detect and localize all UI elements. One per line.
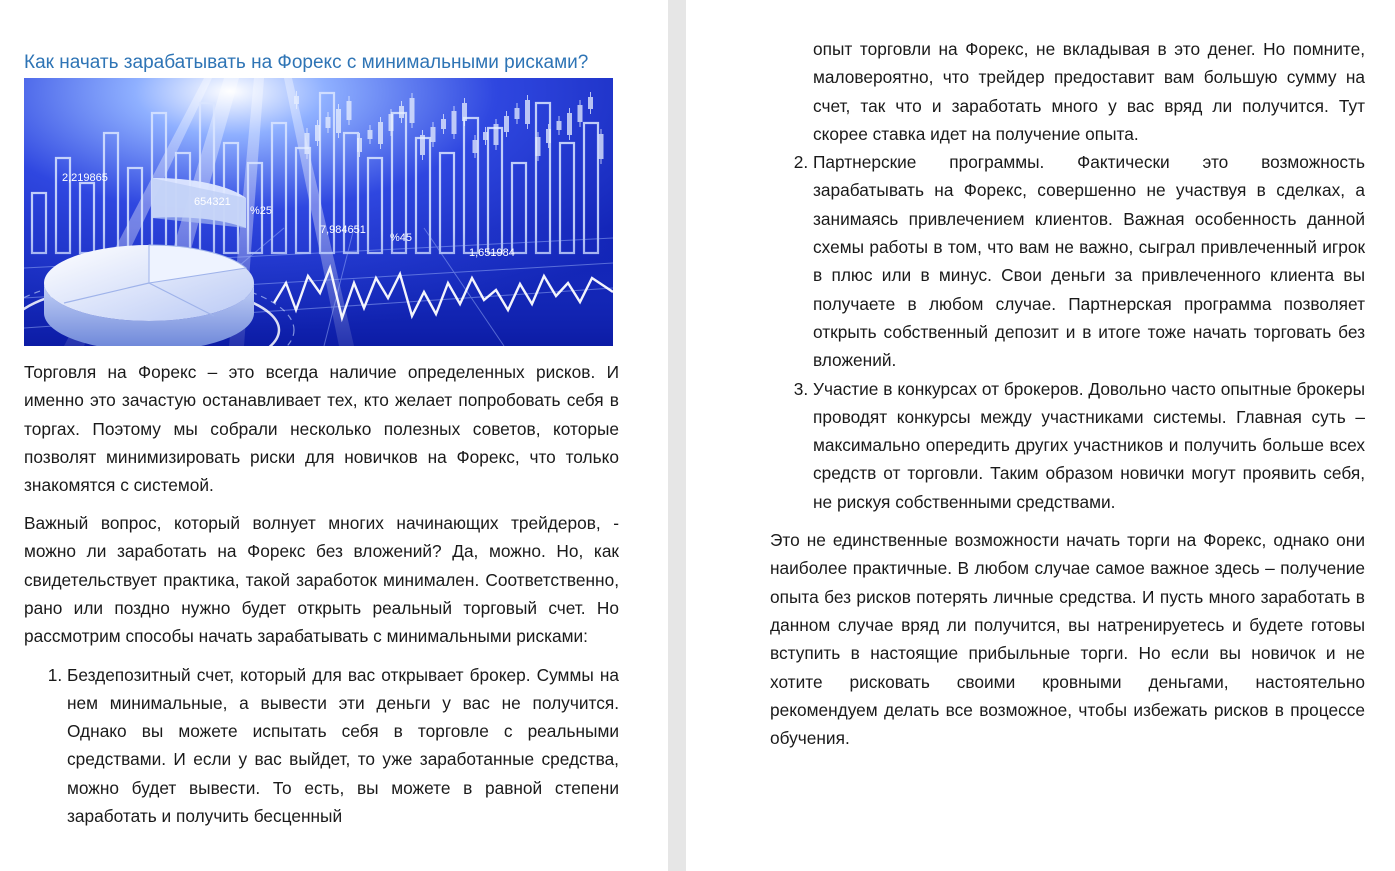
decor-candle-wick	[412, 93, 413, 128]
left-column-text	[24, 358, 619, 830]
list-item-1: 1. Бездепозитный счет, который для вас открывает брокер. Суммы на нем минимальные, а вывести эти деньги у вас не получится. Однако вы можете испытать себя в торговле с реальными средствами. И если у вас выйдет, то уже заработанные средства, можно будет вывести. То есть, вы можете в равной степени заработать и получить бесценный	[67, 661, 619, 831]
decor-candle-wick	[590, 92, 591, 114]
decor-candle-wick	[475, 135, 476, 158]
decor-candle-wick	[569, 108, 570, 140]
chart-label-1: 2,219865	[62, 172, 108, 184]
chart-label-4: 7,984651	[320, 224, 366, 236]
decor-candle-wick	[559, 116, 560, 135]
decor-candle-wick	[328, 112, 329, 133]
decor-candle-wick	[401, 101, 402, 123]
decor-candle-wick	[370, 125, 371, 144]
document-page-left	[0, 0, 668, 871]
decor-candle-wick	[506, 111, 507, 137]
chart-label-5: %45	[390, 232, 413, 244]
closing-paragraph: Это не единственные возможности начать торги на Форекс, однако они наиболее практичные. В любом случае самое важное здесь – получение опыта без рисков потерять личные средства. И пусть много заработать в данном случае вряд ли получится, вы натренируетесь и будете готовы вступить в настоящие прибыльные торги. Но если вы новичок и не хотите рисковать своими кровными деньгами, настоятельно рекомендуем делать все возможное, чтобы избежать рисков в процессе обучения.	[770, 530, 1365, 749]
list-item-2: 2. Партнерские программы. Фактически это возможность зарабатывать на Форекс, совершенно не участвуя в сделках, а занимаясь привлечением клиентов. Важная особенность данной схемы работы в том, что вам не важно, сыграл привлеченный игрок в плюс или в минус. Свои деньги за привлеченного клиента вы получаете в любом случае. Партнерская программа позволяет открыть собственный депозит и в итоге тоже начать торговать без вложений.	[813, 148, 1365, 374]
decor-candle-wick	[422, 130, 423, 160]
decor-candle-wick	[317, 120, 318, 146]
chart-label-6: 1,651984	[469, 247, 515, 259]
decor-candle-wick	[443, 114, 444, 134]
decor-candle-wick	[380, 117, 381, 149]
decor-candle-wick	[349, 96, 350, 125]
intro-paragraph-2: Важный вопрос, который волнует многих начинающих трейдеров, - можно ли заработать на Форекс без вложений? Да, можно. Но, как свидетельствует практика, такой заработок минимален. Соответственно, рано или поздно нужно будет открыть реальный торговый счет. Но рассмотрим способы начать зарабатывать с минимальными рисками:	[24, 513, 619, 647]
decor-candle-wick	[391, 109, 392, 136]
decor-candle-wick	[296, 91, 297, 109]
list-item-1-continuation: опыт торговли на Форекс, не вкладывая в это денег. Но помните, маловероятно, что трейдер предоставит вам большую сумму на счет, так что и заработать много у вас вряд ли получится. Тут скорее ставка идет на получение опыта.	[813, 39, 1365, 144]
decor-candle-wick	[307, 128, 308, 159]
decor-candle-wick	[496, 119, 497, 150]
article-heading: Как начать зарабатывать на Форекс с минимальными рисками?	[24, 52, 589, 73]
decor-candle-wick	[454, 106, 455, 139]
forex-chart-image	[24, 78, 613, 346]
decor-candle-wick	[517, 103, 518, 124]
forex-chart-illustration-icon	[24, 78, 613, 346]
decor-candle-wick	[433, 122, 434, 147]
chart-label-3: %25	[250, 205, 273, 217]
tips-list-part-2	[770, 148, 1365, 516]
decor-candle-wick	[485, 127, 486, 145]
list-item-3: 3. Участие в конкурсах от брокеров. Довольно часто опытные брокеры проводят конкурсы между участниками системы. Главная суть – максимально опередить других участников и получить больше всех средств от торговли. Таким образом новички могут проявить себя, не рискуя собственными средствами.	[813, 375, 1365, 516]
tips-list-part-1	[24, 661, 619, 831]
decor-candle-wick	[527, 95, 528, 129]
decor-candle-wick	[359, 133, 360, 157]
decor-candle-wick	[601, 129, 602, 164]
decor-candle-wick	[338, 104, 339, 138]
decor-candle-wick	[464, 98, 465, 126]
decor-candle-wick	[548, 124, 549, 148]
chart-label-2: 654321	[194, 196, 231, 208]
right-column-text	[770, 35, 1365, 770]
intro-paragraph-1: Торговля на Форекс – это всегда наличие определенных рисков. И именно это зачастую останавливает тех, кто желает попробовать себя в торгах. Поэтому мы собрали несколько полезных советов, которые позволят минимизировать риски для новичков на Форекс, что только знакомятся с системой.	[24, 362, 619, 496]
decor-candle-wick	[580, 100, 581, 127]
page-gap	[668, 0, 686, 871]
decor-candle-wick	[538, 132, 539, 161]
